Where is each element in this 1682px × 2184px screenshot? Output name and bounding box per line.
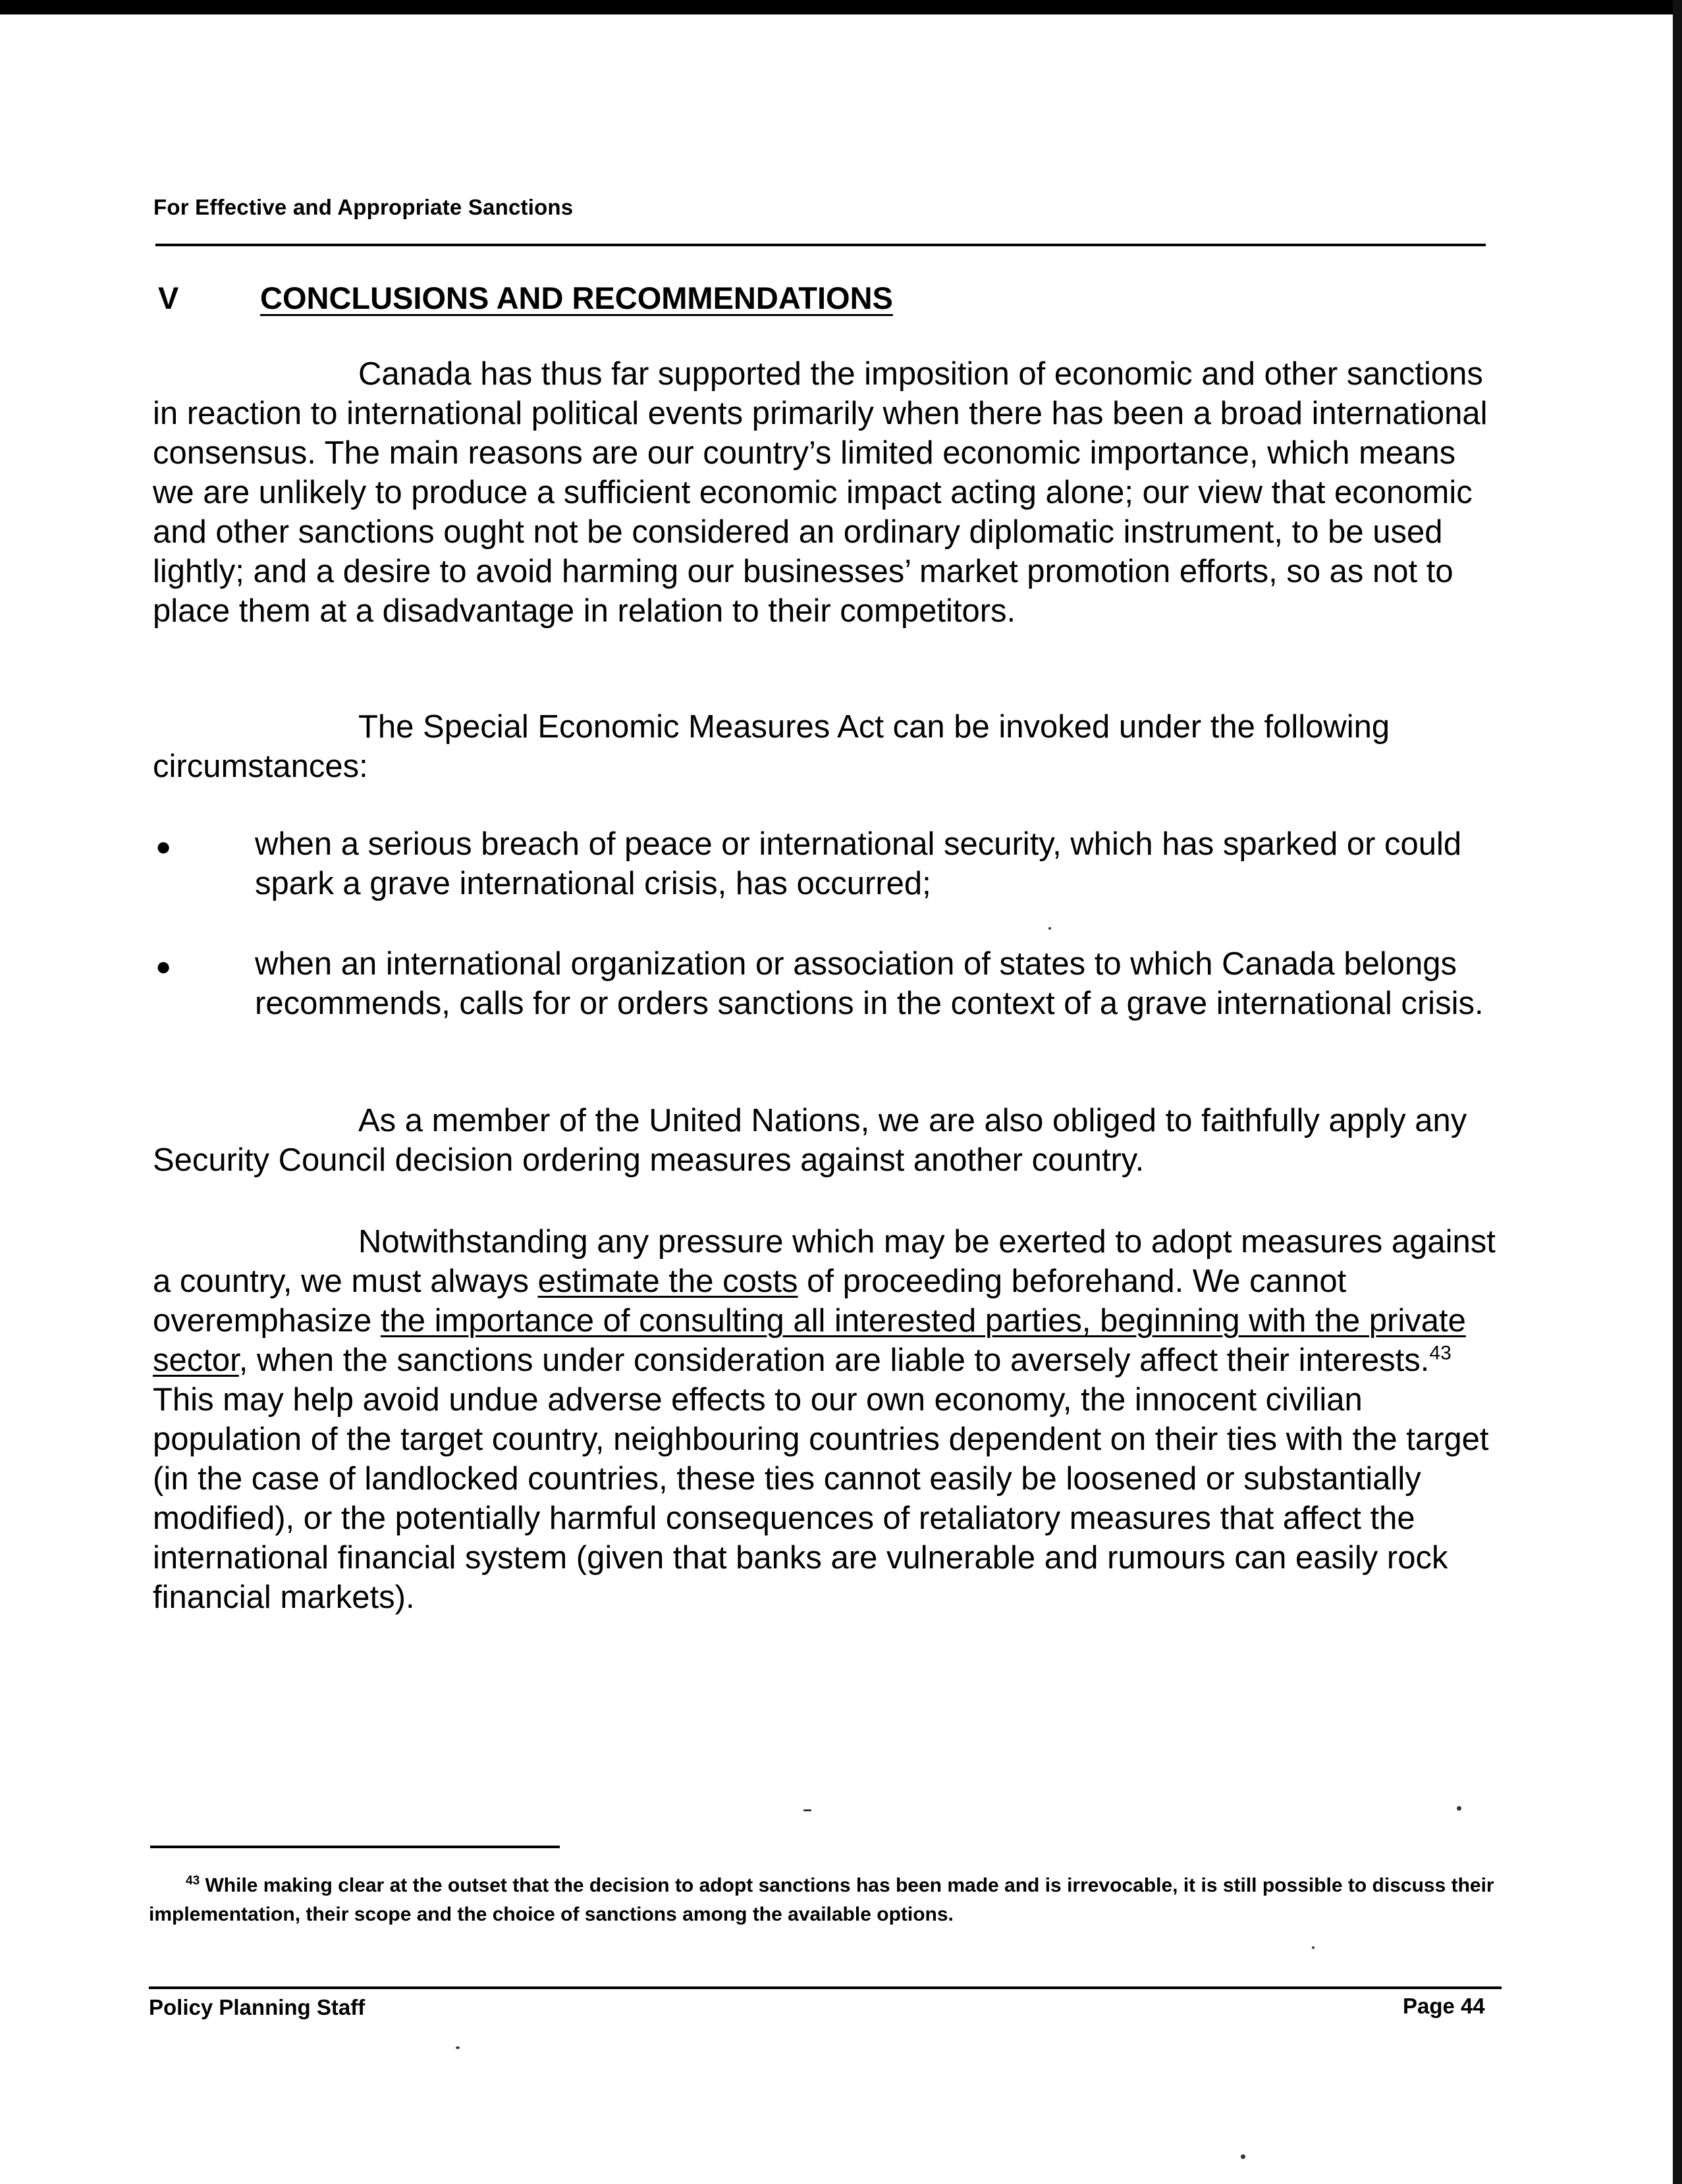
paragraph-text-part: Notwithstanding any pressure which may be exerted to adopt measures against a country, we must always: [153, 1224, 1496, 1299]
bullet-item-breach-of-peace: [153, 824, 1500, 903]
bullet-text: when an international organization or association of states to which Canada belongs recommends, calls for or orders sanctions in the context of a grave international crisis.: [255, 946, 1484, 1021]
bullet-icon: ●: [155, 952, 172, 981]
scan-speck: [456, 2046, 460, 2049]
section-title: CONCLUSIONS AND RECOMMENDATIONS: [260, 280, 893, 315]
bullet-item-international-organization: [153, 944, 1500, 1023]
underlined-phrase-consulting-parties: the importance of consulting all interested parties, beginning with the private sector: [153, 1303, 1466, 1378]
footer-page-number: Page 44: [1403, 1994, 1485, 2018]
scan-speck: [1241, 2154, 1245, 2159]
scan-speck: [1457, 1806, 1461, 1811]
scan-speck: [1048, 927, 1051, 930]
paragraph-canada-support: [153, 354, 1500, 631]
scan-top-border: [0, 0, 1682, 14]
scan-right-border: [1673, 0, 1682, 2184]
footnote: [149, 1871, 1499, 1929]
running-header: For Effective and Appropriate Sanctions: [153, 195, 574, 219]
paragraph-text: The Special Economic Measures Act can be invoked under the following circumstances:: [153, 709, 1390, 784]
section-number: V: [158, 280, 179, 315]
section-heading: [158, 280, 893, 316]
scan-speck: [1312, 1946, 1315, 1949]
footnote-text: While making clear at the outset that the decision to adopt sanctions has been made and is irrevocable, it is still possible to discuss their implementation, their scope and the choice of sanctions among the available options.: [149, 1875, 1494, 1925]
paragraph-special-economic-measures-act: [153, 707, 1500, 786]
paragraph-estimate-costs: [153, 1222, 1500, 1617]
footnote-rule: [150, 1846, 560, 1848]
paragraph-text-part: , when the sanctions under consideration are liable to aversely affect their interests.: [238, 1343, 1430, 1378]
paragraph-text: Canada has thus far supported the imposition of economic and other sanctions in reaction to international political events primarily when there has been a broad international consensus. The main reasons are our country’s limited economic importance, which means we are unlikely to produce a sufficient economic impact acting alone; our view that economic and other sanctions ought not be considered an ordinary diplomatic instrument, to be used lightly; and a desire to avoid harming our businesses’ market promotion efforts, so as not to place them at a disadvantage in relation to their competitors.: [153, 356, 1488, 629]
paragraph-text: As a member of the United Nations, we are also obliged to faithfully apply any Security Council decision ordering measures against another country.: [153, 1103, 1467, 1178]
header-rule: [155, 244, 1486, 246]
bullet-text: when a serious breach of peace or international security, which has sparked or could spark a grave international crisis, has occurred;: [255, 826, 1462, 901]
footnote-reference: 43: [1429, 1342, 1451, 1364]
bullet-icon: ●: [155, 832, 172, 861]
footer-rule: [149, 1986, 1502, 1989]
scan-speck: [803, 1809, 811, 1811]
underlined-phrase-estimate-costs: estimate the costs: [537, 1264, 798, 1299]
paragraph-text-part: of proceeding beforehand. We cannot overemphasize: [153, 1264, 1347, 1339]
footnote-number: 43: [186, 1874, 200, 1888]
footer-organization: Policy Planning Staff: [149, 1995, 366, 2019]
paragraph-united-nations: [153, 1101, 1500, 1180]
paragraph-text-part: This may help avoid undue adverse effects to our own economy, the innocent civilian population of the target country, neighbouring countries dependent on their ties with the target (in the case of landlocked countries, these ties cannot easily be loosened or substantially modified), or the potentially harmful consequences of retaliatory measures that affect the international financial system (given that banks are vulnerable and rumours can easily rock financial markets).: [153, 1382, 1489, 1615]
